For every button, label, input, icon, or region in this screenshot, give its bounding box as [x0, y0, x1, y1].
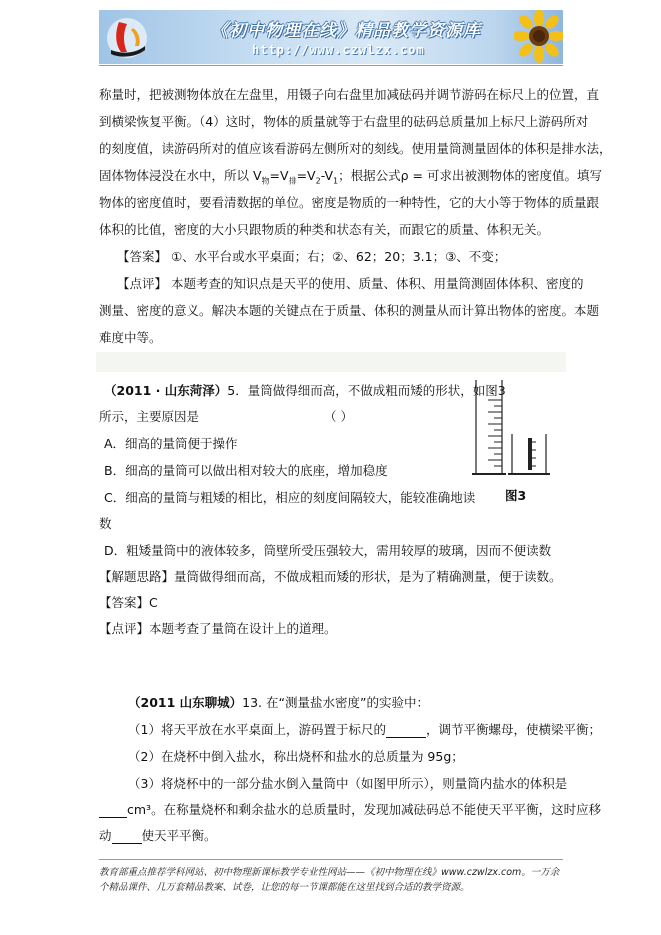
option-c-line1: C．细高的量筒与粗矮的相比，相应的刻度间隔较大，能较准确地读: [104, 490, 476, 505]
graduated-cylinders-figure: [470, 378, 550, 482]
para1-line6: 体积的比值，密度的大小只跟物质的种类和状态有关，而跟它的质量、体积无关。: [99, 222, 550, 237]
question5-line2: 所示，主要原因是: [99, 409, 200, 424]
question13-step1: （1）将天平放在水平桌面上，游码置于标尺的 ，调节平衡螺母，使横梁平衡；: [128, 722, 601, 737]
answer-5: 【答案】C: [99, 595, 158, 610]
site-title: 《初中物理在线》精品教学资源库: [211, 21, 481, 41]
option-c-line2: 数: [99, 516, 112, 531]
question13-step3-end: 动 使天平平衡。: [99, 828, 217, 843]
footer-divider: [99, 859, 563, 860]
para1-line3: 的刻度值，读游码所对的值应该看游码左侧所对的刻线。使用量筒测量固体的体积是排水法，: [99, 141, 612, 156]
question13-step2: （2）在烧杯中倒入盐水，称出烧杯和盐水的总质量为 95g；: [128, 749, 464, 764]
para1-line5: 物体的密度值时，要看清数据的单位。密度是物质的一种特性，它的大小等于物体的质量跟: [99, 195, 600, 210]
blank-1[interactable]: [386, 722, 426, 738]
review1-line3: 难度中等。: [99, 330, 162, 345]
site-url[interactable]: http://www.czwlzx.com: [252, 43, 425, 57]
footer-line1: 教育部重点推荐学科网站、初中物理新课标教学专业性网站——《初中物理在线》www.czwlzx.com。一万余: [99, 867, 560, 878]
header-divider: [99, 65, 563, 66]
header-banner: [99, 10, 563, 64]
blank-3[interactable]: [112, 828, 142, 844]
para1-line2: 到横梁恢复平衡。（4）这时，物体的质量就等于右盘里的砝码总质量加上标尺上游码所对: [99, 114, 589, 129]
question5-line1: （2011 · 山东菏泽）5．量筒做得细而高，不做成粗而矮的形状，如图3: [104, 383, 506, 398]
review1-line1: 【点评】 本题考查的知识点是天平的使用、质量、体积、用量筒测固体体积、密度的: [117, 276, 584, 291]
option-a: A．细高的量筒便于操作: [104, 436, 238, 451]
question5-paren: （ ）: [324, 409, 353, 424]
review-5: 【点评】本题考查了量筒在设计上的道理。: [99, 621, 337, 636]
question13-step3: （3）将烧杯中的一部分盐水倒入量筒中（如图甲所示），则量筒内盐水的体积是: [128, 776, 568, 791]
thinking-5: 【解题思路】量筒做得细而高，不做成粗而矮的形状，是为了精确测量，便于读数。: [99, 569, 562, 584]
answer-1: 【答案】 ①、水平台或水平桌面；右；②、62；20；3.1；③、不变；: [117, 249, 507, 264]
footer-line2: 个精品课件、几万套精品教案、试卷，让您的每一节课都能在这里找到合适的教学资源。: [99, 882, 470, 893]
option-d: D．粗矮量筒中的液体较多，筒壁所受压强较大，需用较厚的玻璃，因而不便读数: [104, 543, 552, 558]
question5-source: （2011 · 山东菏泽）: [104, 383, 228, 398]
question5-highlight: [96, 352, 566, 372]
question13-intro: （2011 山东聊城）13. 在“测量盐水密度”的实验中：: [128, 695, 429, 710]
question13-source: （2011 山东聊城）: [128, 695, 243, 710]
review1-line2: 测量、密度的意义。解决本题的关键点在于质量、体积的测量从而计算出物体的密度。本题: [99, 303, 600, 318]
blank-2[interactable]: [99, 802, 127, 818]
figure3-caption: 图3: [505, 488, 527, 503]
para1-line1: 称量时，把被测物体放在左盘里，用镊子向右盘里加减砝码并调节游码在标尺上的位置，直: [99, 87, 600, 102]
question13-step3-cont: cm³。在称量烧杯和剩余盐水的总质量时，发现加减砝码总不能使天平平衡，这时应移: [99, 800, 601, 818]
site-logo-icon: [105, 16, 149, 60]
option-b: B．细高的量筒可以做出相对较大的底座，增加稳度: [104, 463, 388, 478]
sunflower-icon: [514, 10, 563, 64]
para1-line4: 固体物体浸没在水中，所以 $V_物=V_排=V_2-V_1$；根据公式ρ = 可求出被测物体的密度值。填写: [99, 168, 602, 186]
